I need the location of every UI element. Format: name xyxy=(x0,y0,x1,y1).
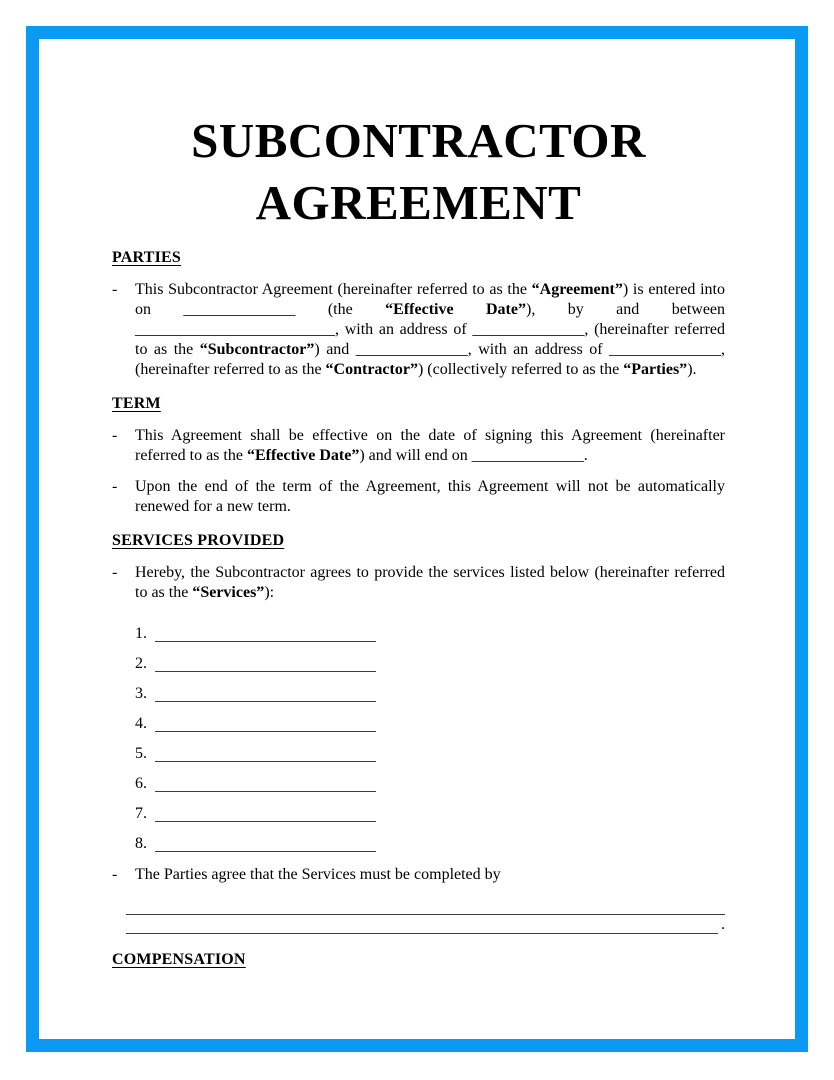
section-heading-term: TERM xyxy=(112,395,161,412)
write-in-rule xyxy=(126,915,718,934)
defined-term: “Effective Date” xyxy=(385,301,526,318)
document-sections xyxy=(112,248,725,970)
service-blank-row-8 xyxy=(112,824,725,854)
section-term xyxy=(112,394,725,517)
section-compensation xyxy=(112,950,725,970)
bullet-item xyxy=(112,563,725,603)
bullet-dash: - xyxy=(112,427,118,444)
defined-term: “Parties” xyxy=(623,361,688,378)
text-run: This Agreement shall be effective on the date of signing this Agreement (hereinafter referred to as the xyxy=(135,427,725,464)
document-content xyxy=(112,0,725,982)
text-run: The Parties agree that the Services must be completed by xyxy=(135,866,501,883)
text-run: ): xyxy=(264,584,275,601)
document-title-line2: AGREEMENT xyxy=(255,175,582,230)
defined-term: “Effective Date” xyxy=(246,447,360,464)
section-services xyxy=(112,531,725,934)
write-in-line-2 xyxy=(126,915,725,934)
services-blank-list xyxy=(112,614,725,854)
bullet-item xyxy=(112,865,725,885)
text-run: ) and ______________, with an address of ______________, (hereinafter referred to as the xyxy=(135,341,725,378)
service-number: 8. xyxy=(135,835,147,852)
service-blank-row-7 xyxy=(112,794,725,824)
bullet-dash: - xyxy=(112,866,118,883)
bullet-dash: - xyxy=(112,564,118,581)
service-number: 5. xyxy=(135,745,147,762)
service-blank-line xyxy=(155,625,376,642)
service-number: 7. xyxy=(135,805,147,822)
service-blank-line xyxy=(155,745,376,762)
bullet-item xyxy=(112,477,725,517)
text-run: ) (collectively referred to as the xyxy=(417,361,624,378)
section-heading-compensation: COMPENSATION xyxy=(112,951,246,968)
text-run: ) and will end on ______________. xyxy=(359,447,588,464)
service-blank-line xyxy=(155,715,376,732)
bullet-text xyxy=(135,563,725,603)
text-run: ), by and between _________________________, with an address of ______________, (hereinafter referred to as the xyxy=(135,301,726,358)
service-blank-line xyxy=(155,655,376,672)
service-number: 6. xyxy=(135,775,147,792)
service-number: 2. xyxy=(135,655,147,672)
service-blank-row-4 xyxy=(112,704,725,734)
service-number: 4. xyxy=(135,715,147,732)
service-blank-row-1 xyxy=(112,614,725,644)
service-blank-row-5 xyxy=(112,734,725,764)
bullet-text xyxy=(135,426,725,466)
defined-term: “Subcontractor” xyxy=(199,341,315,358)
service-blank-line xyxy=(155,835,376,852)
bullet-dash: - xyxy=(112,281,118,298)
defined-term: “Services” xyxy=(192,584,265,601)
section-parties xyxy=(112,248,725,380)
text-run: ). xyxy=(687,361,697,378)
defined-term: “Contractor” xyxy=(325,361,418,378)
bullet-item xyxy=(112,426,725,466)
service-blank-row-2 xyxy=(112,644,725,674)
text-run: ) is entered into on ______________ (the xyxy=(135,281,726,318)
write-in-line-1 xyxy=(126,896,725,915)
bullet-text xyxy=(135,280,725,380)
bullet-item xyxy=(112,280,725,380)
document-title xyxy=(112,110,725,234)
service-number: 3. xyxy=(135,685,147,702)
section-heading-services: SERVICES PROVIDED xyxy=(112,532,285,549)
section-heading-parties: PARTIES xyxy=(112,249,182,266)
text-run: Upon the end of the term of the Agreement, this Agreement will not be automatically renewed for a new term. xyxy=(135,478,725,515)
service-blank-line xyxy=(155,805,376,822)
service-blank-row-3 xyxy=(112,674,725,704)
write-in-lines xyxy=(126,896,725,934)
document-title-line1: SUBCONTRACTOR xyxy=(191,113,646,168)
trailing-period: . xyxy=(721,916,725,933)
text-run: Hereby, the Subcontractor agrees to provide the services listed below (hereinafter referred to as the xyxy=(135,564,725,601)
defined-term: “Agreement” xyxy=(531,281,623,298)
service-number: 1. xyxy=(135,625,147,642)
bullet-text xyxy=(135,477,725,517)
bullet-text xyxy=(135,865,725,885)
bullet-dash: - xyxy=(112,478,118,495)
service-blank-row-6 xyxy=(112,764,725,794)
service-blank-line xyxy=(155,685,376,702)
text-run: This Subcontractor Agreement (hereinafter referred to as the xyxy=(135,281,532,298)
service-blank-line xyxy=(155,775,376,792)
